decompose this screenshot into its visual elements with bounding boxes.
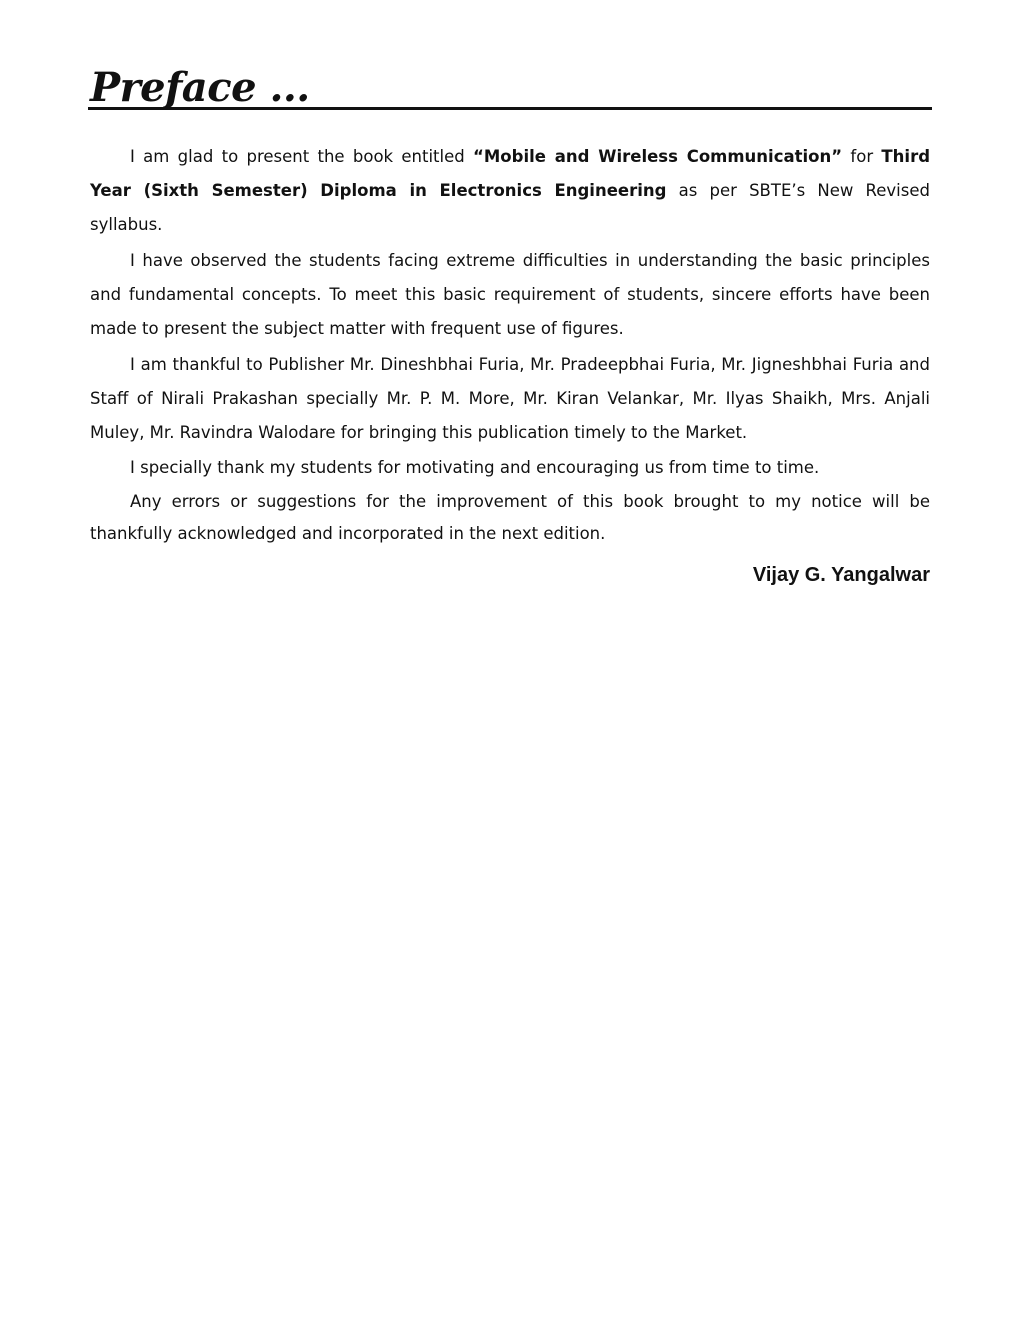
preface-body (90, 140, 930, 552)
title-underline-divider (88, 107, 932, 110)
course-name: Third Year (Sixth Semester) Diploma in Electronics Engineering (90, 147, 931, 200)
author-signature: Vijay G. Yangalwar (752, 564, 930, 586)
page-title: Preface ... (90, 64, 310, 111)
book-title: “Mobile and Wireless Communication” (473, 147, 843, 166)
paragraph-observation: I have observed the students facing extreme difficulties in understanding the basic principles and fundamental concepts. To meet this basic requirement of students, sincere efforts have been made to present the subject matter with frequent use of figures. (90, 251, 930, 338)
paragraph-errors: Any errors or suggestions for the improvement of this book brought to my notice will be thankfully acknowledged and incorporated in the next edition. (90, 492, 930, 543)
paragraph-thanks-publisher: I am thankful to Publisher Mr. Dineshbhai Furia, Mr. Pradeepbhai Furia, Mr. Jigneshbhai Furia and Staff of Nirali Prakashan specially Mr. P. M. More, Mr. Kiran Velankar, Mr. Ilyas Shaikh, Mrs. Anjali Muley, Mr. Ravindra Walodare for bringing this publication timely to the Market. (90, 355, 930, 442)
intro-text-2: for (842, 147, 882, 166)
paragraph-intro (90, 140, 930, 242)
intro-text-3: as per SBTE’s New Revised syllabus. (90, 181, 930, 234)
intro-text-1: I am glad to present the book entitled (130, 147, 474, 166)
paragraph-thanks-students: I specially thank my students for motivating and encouraging us from time to time. (130, 458, 820, 477)
